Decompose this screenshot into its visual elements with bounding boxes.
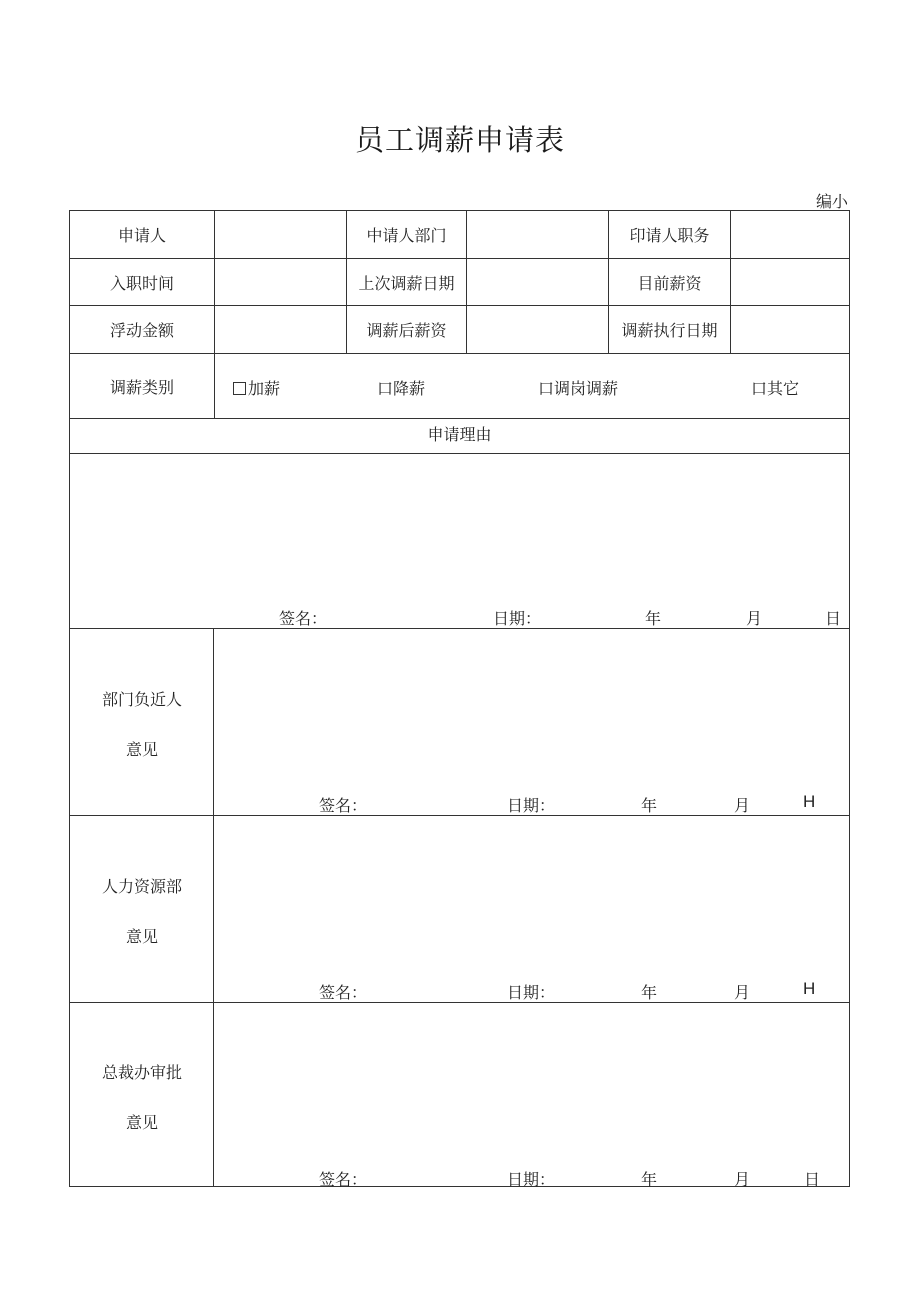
ceo-label-cell (70, 1003, 214, 1186)
reason-day-label: 日 (825, 609, 842, 628)
ceo-label: 总裁办审批 (101, 1063, 182, 1082)
ceo-approval-block[interactable] (70, 1003, 849, 1189)
effective-date-field[interactable] (731, 306, 849, 354)
hire-date-label: 入职时间 (70, 259, 215, 306)
dept-head-month-label: 月 (734, 796, 751, 815)
new-salary-field[interactable] (467, 306, 609, 354)
applicant-dept-field[interactable] (467, 211, 609, 259)
hr-label-opinion: 意见 (125, 927, 158, 946)
option-other[interactable]: 口其它 (751, 379, 800, 398)
applicant-field[interactable] (215, 211, 347, 259)
hire-date-field[interactable] (215, 259, 347, 306)
hr-day-label: H (803, 979, 816, 998)
option-raise[interactable]: 加薪 (233, 376, 280, 399)
reason-sign-label: 签名： (279, 609, 328, 628)
checkbox-icon[interactable]: 口 (751, 379, 768, 398)
last-adjust-date-label: 上次调薪日期 (347, 259, 467, 306)
last-adjust-date-field[interactable] (467, 259, 609, 306)
checkbox-icon[interactable] (233, 382, 246, 395)
page-title: 员工调薪申请表 (354, 123, 565, 157)
checkbox-icon[interactable]: 口 (538, 379, 555, 398)
adjust-type-label: 调薪类别 (70, 354, 215, 419)
current-salary-label: 目前薪资 (609, 259, 731, 306)
applicant-label: 申请人 (70, 211, 215, 259)
ceo-sign-label: 签名： (319, 1170, 368, 1189)
reason-date-label: 日期： (493, 609, 542, 628)
dept-head-opinion-block[interactable] (70, 629, 849, 816)
reason-month-label: 月 (746, 609, 763, 628)
hr-label-cell (70, 816, 214, 1002)
effective-date-label: 调薪执行日期 (609, 306, 731, 354)
applicant-position-field[interactable] (731, 211, 849, 259)
ceo-label-opinion: 意见 (125, 1113, 158, 1132)
applicant-position-label: 印请人职务 (609, 211, 731, 259)
floating-amount-label: 浮动金额 (70, 306, 215, 354)
checkbox-icon[interactable]: 口 (377, 379, 394, 398)
hr-date-label: 日期： (507, 983, 556, 1002)
hr-month-label: 月 (734, 983, 751, 1002)
new-salary-label: 调薪后薪资 (347, 306, 467, 354)
document-number-label: 编小 (815, 192, 848, 211)
dept-head-label-cell (70, 629, 214, 815)
hr-opinion-block[interactable] (70, 816, 849, 1003)
dept-head-label-opinion: 意见 (125, 740, 158, 759)
current-salary-field[interactable] (731, 259, 849, 306)
ceo-month-label: 月 (734, 1170, 751, 1189)
adjust-type-options (215, 354, 849, 419)
dept-head-sign-label: 签名： (319, 796, 368, 815)
applicant-dept-label: 中请人部门 (347, 211, 467, 259)
dept-head-day-label: H (803, 792, 816, 811)
reason-year-label: 年 (645, 609, 662, 628)
ceo-date-label: 日期： (507, 1170, 556, 1189)
hr-label: 人力资源部 (101, 877, 182, 896)
ceo-day-label: 日 (804, 1170, 821, 1189)
hr-year-label: 年 (641, 983, 658, 1002)
option-transfer[interactable]: 口调岗调薪 (538, 379, 619, 398)
reason-section-title: 申请理由 (70, 419, 849, 454)
hr-sign-label: 签名： (319, 983, 368, 1002)
dept-head-year-label: 年 (641, 796, 658, 815)
dept-head-label: 部门负近人 (101, 690, 182, 709)
dept-head-date-label: 日期： (507, 796, 556, 815)
salary-adjustment-form (69, 210, 850, 1187)
reason-block[interactable] (70, 454, 849, 629)
ceo-year-label: 年 (641, 1170, 658, 1189)
option-reduce[interactable]: 口降薪 (377, 379, 426, 398)
floating-amount-field[interactable] (215, 306, 347, 354)
